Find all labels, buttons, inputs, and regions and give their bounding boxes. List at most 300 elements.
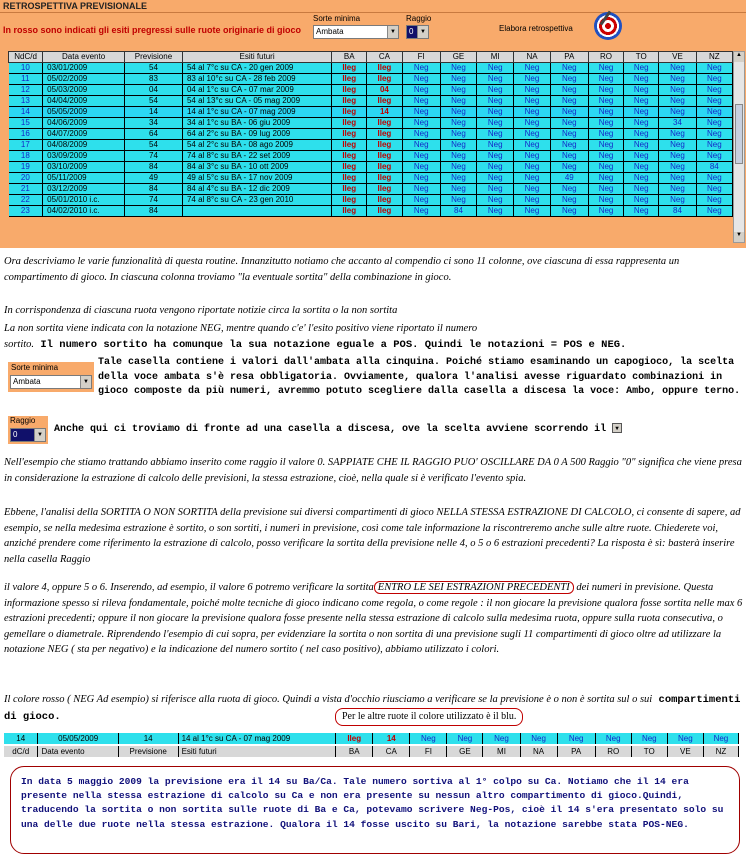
table-cell: Neg xyxy=(440,63,476,74)
table-cell: 49 al 5°c su BA - 17 nov 2009 xyxy=(182,173,331,184)
table-cell: Neg xyxy=(440,85,476,96)
column-header[interactable]: Esiti futuri xyxy=(182,52,331,63)
table-cell: 34 xyxy=(124,118,182,129)
table-cell: Ileg xyxy=(332,129,367,140)
table-cell: Neg xyxy=(588,63,623,74)
strip-header: FI xyxy=(410,746,447,757)
table-row[interactable] xyxy=(9,63,733,74)
raggio-sample xyxy=(8,416,48,444)
sorte-select[interactable] xyxy=(313,25,399,39)
colore-text: Il colore rosso ( NEG Ad esempio) si riferisce alla ruota di gioco. Quindi a vista d'occhio riusciamo a verificare se la previsione è o non è sortita sul o sui xyxy=(4,694,653,705)
retrospettiva-panel xyxy=(0,0,746,248)
table-cell: 84 xyxy=(124,162,182,173)
table-cell: Neg xyxy=(477,184,514,195)
table-cell: 05/02/2009 xyxy=(43,74,125,85)
table-cell: Neg xyxy=(624,206,659,217)
table-cell: Neg xyxy=(514,162,550,173)
paragraph-neg: La non sortita viene indicata con la notazione NEG, mentre quando c'e' l'esito positivo viene riportato il numero xyxy=(4,323,478,334)
table-cell: Neg xyxy=(588,162,623,173)
column-header[interactable]: FI xyxy=(402,52,440,63)
table-cell: Neg xyxy=(696,206,732,217)
table-cell: 84 al 4°c su BA - 12 dic 2009 xyxy=(182,184,331,195)
table-cell: Neg xyxy=(696,107,732,118)
table-row[interactable] xyxy=(9,162,733,173)
sorte-sample-select[interactable] xyxy=(10,375,92,389)
table-cell: 84 al 3°c su BA - 10 ott 2009 xyxy=(182,162,331,173)
table-cell: Neg xyxy=(402,184,440,195)
paragraph-sorte: Tale casella contiene i valori dall'ambata alla cinquina. Poiché stiamo esaminando un capogioco, la scelta della voce ambata s'è resa obbligatoria. Ovviamente, qualora l'analisi avesse riguardato combinazioni in gioco composte da più numeri, avremmo potuto scegliere dalla casella a discesa la voce: Ambo, oppure terno. xyxy=(98,357,741,398)
table-cell: Neg xyxy=(402,96,440,107)
table-cell: 14 xyxy=(9,107,43,118)
table-cell: 04/07/2009 xyxy=(43,129,125,140)
table-cell: 05/01/2010 i.c. xyxy=(43,195,125,206)
column-header[interactable]: MI xyxy=(477,52,514,63)
table-cell: Neg xyxy=(588,74,623,85)
table-cell: Neg xyxy=(440,140,476,151)
scroll-thumb[interactable] xyxy=(735,104,743,164)
table-cell: Neg xyxy=(550,118,588,129)
strip-header: NA xyxy=(520,746,557,757)
table-cell: Neg xyxy=(659,85,696,96)
raggio-sample-select[interactable] xyxy=(10,428,46,442)
table-cell: Neg xyxy=(440,129,476,140)
table-cell: 03/01/2009 xyxy=(43,63,125,74)
table-cell: 54 al 2°c su BA - 08 ago 2009 xyxy=(182,140,331,151)
table-cell: Ileg xyxy=(332,140,367,151)
column-header[interactable]: NZ xyxy=(696,52,732,63)
table-row[interactable] xyxy=(9,74,733,85)
table-cell: Neg xyxy=(477,140,514,151)
column-header[interactable]: Previsione xyxy=(124,52,182,63)
strip-cell: Neg xyxy=(667,733,703,744)
table-cell: 83 al 10°c su CA - 28 feb 2009 xyxy=(182,74,331,85)
table-cell: Neg xyxy=(624,184,659,195)
table-cell: Neg xyxy=(402,63,440,74)
table-cell: 14 al 1°c su CA - 07 mag 2009 xyxy=(182,107,331,118)
table-cell: 84 xyxy=(440,206,476,217)
conclusion-box: In data 5 maggio 2009 la previsione era il 14 su Ba/Ca. Tale numero sortiva al 1° colpo su Ca. Notiamo che il 14 era presente nella stessa estrazione di calcolo su Ca e non era presente su nessun altro compartimento di gioco.Quindi, traducendo la sortita o non sortita sulle ruote di Ba e Ca, potevamo scrivere Neg-Pos, cioè il 14 s'era presentato solo su una delle due ruote nella stessa estrazione. Qualora il 14 fosse uscito su Bari, la notazione sarebbe stata POS-NEG. xyxy=(10,766,740,854)
table-cell: Neg xyxy=(402,85,440,96)
scroll-down-icon[interactable]: ▼ xyxy=(734,232,744,242)
table-cell: 22 xyxy=(9,195,43,206)
strip-cell: 14 al 1°c su CA - 07 mag 2009 xyxy=(178,733,336,744)
table-cell: 17 xyxy=(9,140,43,151)
table-cell: Neg xyxy=(402,118,440,129)
table-cell: 04 xyxy=(124,85,182,96)
chevron-down-icon[interactable]: ▼ xyxy=(417,26,428,38)
table-cell: Neg xyxy=(514,74,550,85)
table-cell: 05/11/2009 xyxy=(43,173,125,184)
table-cell: Neg xyxy=(550,162,588,173)
table-cell: Neg xyxy=(402,107,440,118)
table-cell: 11 xyxy=(9,74,43,85)
table-cell: Neg xyxy=(588,118,623,129)
valore-text: il valore 4, oppure 5 o 6. Inserendo, ad esempio, il valore 6 potremo verificare la sortita xyxy=(4,582,374,593)
table-row[interactable] xyxy=(9,85,733,96)
table-cell: 04/06/2009 xyxy=(43,118,125,129)
table-cell: Neg xyxy=(477,107,514,118)
table-cell: 03/12/2009 xyxy=(43,184,125,195)
table-cell: 04/04/2009 xyxy=(43,96,125,107)
table-cell: Neg xyxy=(624,162,659,173)
table-cell: Neg xyxy=(696,151,732,162)
scroll-up-icon[interactable]: ▲ xyxy=(734,52,744,62)
table-cell: 13 xyxy=(9,96,43,107)
panel-title: RETROSPETTIVA PREVISIONALE xyxy=(3,1,148,11)
strip-cell: 14 xyxy=(118,733,178,744)
column-header[interactable]: TO xyxy=(624,52,659,63)
strip-header: BA xyxy=(336,746,373,757)
table-cell: Neg xyxy=(440,96,476,107)
table-cell: Neg xyxy=(440,151,476,162)
example-row-strip xyxy=(4,733,739,744)
table-cell: Neg xyxy=(477,173,514,184)
table-cell: Neg xyxy=(624,129,659,140)
table-cell: 20 xyxy=(9,173,43,184)
strip-header: RO xyxy=(595,746,631,757)
table-cell: Neg xyxy=(402,195,440,206)
column-header[interactable]: Data evento xyxy=(43,52,125,63)
table-cell: Ileg xyxy=(332,162,367,173)
raggio-text: Anche qui ci troviamo di fronte ad una casella a discesa, ove la scelta avviene scorrendo il xyxy=(54,424,607,435)
strip-cell: Ileg xyxy=(336,733,373,744)
table-cell: 74 xyxy=(124,195,182,206)
table-cell: 83 xyxy=(124,74,182,85)
table-cell: Neg xyxy=(550,107,588,118)
table-cell: Neg xyxy=(659,63,696,74)
strip-cell: Neg xyxy=(595,733,631,744)
paragraph-intro: Ora descriviamo le varie funzionalità di questa routine. Innanzitutto notiamo che accanto al compendio ci sono 11 colonne, ove ciascuna di essa rappresenta un compartimento di gioco. In ciascuna colonna troviamo "la eventuale sortita" della combinazione in gioco. xyxy=(4,256,680,283)
paragraph-ebbene: Ebbene, l'analisi della SORTITA O NON SORTITA della previsione sui diversi compartimenti di gioco NELLA STESSA ESTRAZIONE DI CALCOLO, ci consente di sapere, ad esempio, se nella medesima estrazione è sortito, o son sortiti, i numeri in previsione, così come tale informazione la riscontreremo anche sulle altre ruote. Chiederete voi, anziché prendere come riferimento la estrazione di calcolo, posso verificare la sortita della previsione nelle 4, o 5 o 6 estrazioni precedenti? La risposta è sì: basterà inserire nella casella Raggio xyxy=(4,507,741,565)
table-cell: 64 al 2°c su BA - 09 lug 2009 xyxy=(182,129,331,140)
table-cell: Neg xyxy=(514,63,550,74)
table-cell: Neg xyxy=(696,140,732,151)
table-cell: Neg xyxy=(477,129,514,140)
strip-cell: Neg xyxy=(447,733,483,744)
table-cell: Ileg xyxy=(367,140,402,151)
table-cell: Neg xyxy=(624,173,659,184)
notazione-text: Il numero sortito ha comunque la sua notazione eguale a POS. Quindi le notazioni = POS e NEG. xyxy=(34,339,627,351)
raggio-label: Raggio xyxy=(406,14,432,23)
divider xyxy=(0,12,746,13)
table-cell: 34 xyxy=(659,118,696,129)
results-table xyxy=(8,51,733,217)
table-cell: 64 xyxy=(124,129,182,140)
raggio-value: 0 xyxy=(13,430,18,439)
table-cell: Neg xyxy=(588,129,623,140)
paragraph-valore xyxy=(4,580,744,658)
table-cell: Neg xyxy=(588,195,623,206)
table-cell: Neg xyxy=(588,184,623,195)
table-cell: Neg xyxy=(624,140,659,151)
table-cell: Neg xyxy=(440,173,476,184)
paragraph-pos xyxy=(4,337,742,354)
table-cell: 49 xyxy=(550,173,588,184)
strip-header: CA xyxy=(373,746,410,757)
table-cell: Ileg xyxy=(367,195,402,206)
table-cell: 84 xyxy=(659,206,696,217)
table-row[interactable] xyxy=(9,118,733,129)
paragraph-ruote: In corrispondenza di ciascuna ruota vengono riportate notizie circa la sortita o la non sortita xyxy=(4,305,398,316)
table-cell: Neg xyxy=(550,85,588,96)
target-icon[interactable] xyxy=(594,12,622,40)
table-cell: Ileg xyxy=(332,85,367,96)
table-cell: Neg xyxy=(402,74,440,85)
table-cell: Neg xyxy=(402,206,440,217)
strip-cell: Neg xyxy=(557,733,595,744)
paragraph-raggio xyxy=(54,422,744,438)
table-cell: Neg xyxy=(696,118,732,129)
table-cell: Ileg xyxy=(332,74,367,85)
table-cell: 54 xyxy=(124,63,182,74)
table-cell: 03/09/2009 xyxy=(43,151,125,162)
compartimenti-text: compartimenti di gioco. xyxy=(4,694,741,723)
table-cell: Neg xyxy=(514,206,550,217)
table-cell: Ileg xyxy=(367,151,402,162)
table-cell: 84 xyxy=(124,206,182,217)
table-cell: Neg xyxy=(624,96,659,107)
table-cell: Neg xyxy=(588,151,623,162)
column-header[interactable]: VE xyxy=(659,52,696,63)
table-cell: Neg xyxy=(440,195,476,206)
table-cell: Neg xyxy=(624,151,659,162)
paragraph-blu: Per le altre ruote il colore utilizzato è il blu. xyxy=(335,708,523,726)
table-cell: Neg xyxy=(514,129,550,140)
table-cell: Neg xyxy=(624,74,659,85)
table-cell: 54 al 13°c su CA - 05 mag 2009 xyxy=(182,96,331,107)
table-cell: Neg xyxy=(440,118,476,129)
strip-cell: Neg xyxy=(703,733,738,744)
table-row[interactable] xyxy=(9,107,733,118)
sorte-value: Ambata xyxy=(13,377,41,386)
table-cell: Neg xyxy=(477,118,514,129)
sortito-text: sortito. xyxy=(4,339,35,350)
table-cell: 23 xyxy=(9,206,43,217)
sorte-value: Ambata xyxy=(316,27,344,36)
table-cell: 74 xyxy=(124,151,182,162)
table-cell: 54 xyxy=(124,96,182,107)
table-cell: Neg xyxy=(696,63,732,74)
table-cell: Neg xyxy=(550,195,588,206)
strip-header: Esiti futuri xyxy=(178,746,336,757)
table-cell: Neg xyxy=(440,184,476,195)
table-cell: 54 al 7°c su CA - 20 gen 2009 xyxy=(182,63,331,74)
table-cell: 19 xyxy=(9,162,43,173)
table-cell: 04 al 1°c su CA - 07 mar 2009 xyxy=(182,85,331,96)
table-row[interactable] xyxy=(9,140,733,151)
table-cell: 54 xyxy=(124,140,182,151)
table-cell: Neg xyxy=(477,85,514,96)
table-cell: Neg xyxy=(514,195,550,206)
column-header[interactable]: NA xyxy=(514,52,550,63)
table-cell: Neg xyxy=(624,85,659,96)
strip-header: NZ xyxy=(703,746,738,757)
table-row[interactable] xyxy=(9,206,733,217)
strip-cell: 14 xyxy=(373,733,410,744)
table-cell: 10 xyxy=(9,63,43,74)
chevron-down-icon[interactable]: ▼ xyxy=(80,376,91,388)
red-note: In rosso sono indicati gli esiti pregressi sulle ruote originarie di gioco xyxy=(3,25,302,35)
table-cell: Neg xyxy=(514,173,550,184)
table-cell: Neg xyxy=(624,118,659,129)
table-cell: Neg xyxy=(402,162,440,173)
table-cell: Neg xyxy=(477,206,514,217)
table-row[interactable] xyxy=(9,184,733,195)
table-cell: 49 xyxy=(124,173,182,184)
dropdown-arrow-icon: ▼ xyxy=(612,423,622,433)
strip-cell: Neg xyxy=(483,733,520,744)
raggio-select[interactable] xyxy=(406,25,429,39)
table-cell: Ileg xyxy=(332,96,367,107)
strip-cell: 05/05/2009 xyxy=(38,733,118,744)
table-cell: Neg xyxy=(440,162,476,173)
table-cell: Neg xyxy=(588,140,623,151)
table-cell: Neg xyxy=(550,151,588,162)
column-header[interactable]: BA xyxy=(332,52,367,63)
table-cell: Neg xyxy=(550,184,588,195)
sorte-label: Sorte minima xyxy=(313,14,361,23)
example-header-strip xyxy=(4,746,739,757)
table-cell: Ileg xyxy=(332,63,367,74)
table-cell: Neg xyxy=(659,151,696,162)
strip-header: VE xyxy=(667,746,703,757)
table-cell: 34 al 1°c su BA - 06 giu 2009 xyxy=(182,118,331,129)
table-cell: 21 xyxy=(9,184,43,195)
strip-header: dC/d xyxy=(4,746,38,757)
valore-text-rest: dei numeri in previsione. Questa informazione spesso si rileva fondamentale, poiché molte tecniche di gioco indicano come regola, o come regole : il non giocare la previsione qualora fosse sortita nelle max 6 estrazioni precedenti; oppure il non giocare la previsione qualora fosse presente nella stessa estrazione di calcolo sulla medesima ruota, oppure sulla ruota consecutiva, o gemellare o diametrale. Riprendendo l'esempio di cui sopra, per evidenziare la sortita o non sortita di una previsione sugli 11 compartimenti di gioco oltre ad utilizzare la notazione NEG ( sta per negativo) e la indicazione del numero sortito ( nel caso positivo), abbiamo utilizzato i colori. xyxy=(4,582,743,655)
chevron-down-icon[interactable]: ▼ xyxy=(387,26,398,38)
table-cell: Neg xyxy=(514,140,550,151)
table-cell: 14 xyxy=(367,107,402,118)
table-row[interactable] xyxy=(9,151,733,162)
table-cell: Neg xyxy=(477,151,514,162)
table-cell: Neg xyxy=(477,74,514,85)
table-cell: Ileg xyxy=(332,195,367,206)
table-cell: Neg xyxy=(696,129,732,140)
strip-cell: 14 xyxy=(4,733,38,744)
elabora-label: Elabora retrospettiva xyxy=(499,24,573,33)
table-cell: Neg xyxy=(550,96,588,107)
strip-cell: Neg xyxy=(631,733,667,744)
strip-header: Data evento xyxy=(38,746,118,757)
strip-cell: Neg xyxy=(520,733,557,744)
table-cell: Neg xyxy=(624,63,659,74)
table-cell: Neg xyxy=(659,140,696,151)
table-cell: Ileg xyxy=(367,63,402,74)
column-header[interactable]: NdC/d xyxy=(9,52,43,63)
raggio-label: Raggio xyxy=(10,416,36,425)
strip-cell: Neg xyxy=(410,733,447,744)
table-cell: 74 al 8°c su BA - 22 set 2009 xyxy=(182,151,331,162)
table-scrollbar[interactable] xyxy=(733,51,745,243)
sorte-label: Sorte minima xyxy=(11,363,59,372)
table-cell: Neg xyxy=(659,96,696,107)
raggio-value: 0 xyxy=(409,27,414,36)
table-cell: Ileg xyxy=(367,184,402,195)
table-cell: Neg xyxy=(588,85,623,96)
table-cell: 05/05/2009 xyxy=(43,107,125,118)
strip-header: PA xyxy=(557,746,595,757)
table-cell: Neg xyxy=(550,74,588,85)
table-cell: 14 xyxy=(124,107,182,118)
table-cell: Ileg xyxy=(332,184,367,195)
table-cell: 84 xyxy=(696,162,732,173)
table-cell: Neg xyxy=(477,195,514,206)
table-cell: Neg xyxy=(659,74,696,85)
table-cell: Neg xyxy=(659,129,696,140)
table-cell: Neg xyxy=(514,107,550,118)
table-row[interactable] xyxy=(9,173,733,184)
table-cell: 03/10/2009 xyxy=(43,162,125,173)
table-cell: 04 xyxy=(367,85,402,96)
strip-header: GE xyxy=(447,746,483,757)
table-cell: Neg xyxy=(588,107,623,118)
column-header[interactable]: RO xyxy=(588,52,623,63)
table-cell: Ileg xyxy=(367,206,402,217)
column-header[interactable]: GE xyxy=(440,52,476,63)
sorte-sample xyxy=(8,362,94,392)
table-cell: 15 xyxy=(9,118,43,129)
table-cell: Neg xyxy=(659,162,696,173)
table-cell: Ileg xyxy=(332,173,367,184)
highlight-sei-estrazioni: ENTRO LE SEI ESTRAZIONI PRECEDENTI xyxy=(374,581,574,594)
table-cell: Ileg xyxy=(332,206,367,217)
table-cell: Neg xyxy=(514,85,550,96)
column-header[interactable]: CA xyxy=(367,52,402,63)
table-cell: Ileg xyxy=(332,151,367,162)
table-cell: Neg xyxy=(477,63,514,74)
table-cell: Neg xyxy=(659,195,696,206)
table-cell: Neg xyxy=(514,151,550,162)
table-cell xyxy=(182,206,331,217)
table-cell: Neg xyxy=(550,206,588,217)
table-cell: 05/03/2009 xyxy=(43,85,125,96)
column-header[interactable]: PA xyxy=(550,52,588,63)
table-cell: Neg xyxy=(659,107,696,118)
table-cell: 18 xyxy=(9,151,43,162)
table-cell: 74 al 8°c su CA - 23 gen 2010 xyxy=(182,195,331,206)
strip-header: MI xyxy=(483,746,520,757)
table-cell: Neg xyxy=(696,195,732,206)
table-cell: Neg xyxy=(440,107,476,118)
table-cell: Neg xyxy=(514,184,550,195)
table-cell: Neg xyxy=(696,74,732,85)
table-row[interactable] xyxy=(9,96,733,107)
table-row[interactable] xyxy=(9,195,733,206)
table-cell: Neg xyxy=(588,206,623,217)
table-cell: Neg xyxy=(440,74,476,85)
table-cell: Neg xyxy=(696,184,732,195)
table-cell: 12 xyxy=(9,85,43,96)
table-cell: Ileg xyxy=(332,118,367,129)
table-cell: 84 xyxy=(124,184,182,195)
table-row[interactable] xyxy=(9,129,733,140)
table-cell: Neg xyxy=(659,173,696,184)
table-cell: Ileg xyxy=(367,162,402,173)
table-cell: Neg xyxy=(624,107,659,118)
table-cell: Ileg xyxy=(367,118,402,129)
table-cell: Neg xyxy=(402,140,440,151)
table-cell: 16 xyxy=(9,129,43,140)
strip-header: Previsione xyxy=(118,746,178,757)
paragraph-esempio: Nell'esempio che stiamo trattando abbiamo inserito come raggio il valore 0. SAPPIATE CHE IL RAGGIO PUO' OSCILLARE DA 0 A 500 Raggio "0" significa che viene presa in considerazione la estrazione di calcolo delle previsioni, la stessa estrazione, cioè, nella quale si è verificato l'evento spia. xyxy=(4,457,742,484)
table-cell: Neg xyxy=(659,184,696,195)
chevron-down-icon[interactable]: ▼ xyxy=(34,429,45,441)
table-cell: Neg xyxy=(550,140,588,151)
table-cell: Neg xyxy=(696,85,732,96)
table-cell: Ileg xyxy=(332,107,367,118)
table-cell: Neg xyxy=(402,173,440,184)
